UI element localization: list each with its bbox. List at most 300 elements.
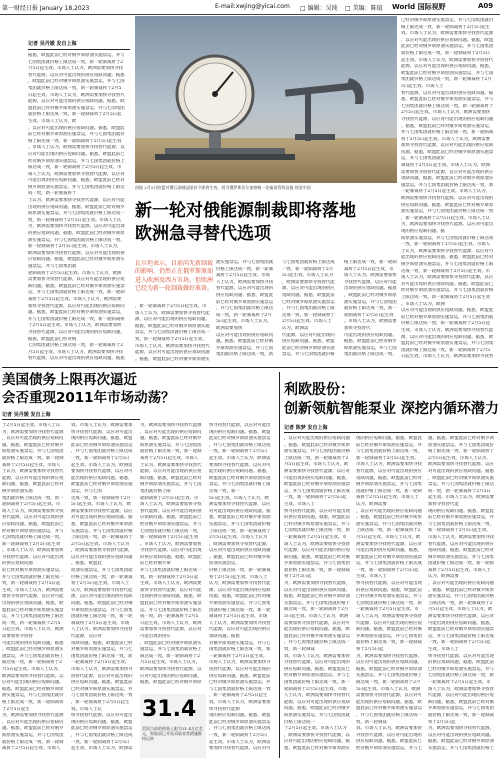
body-text-line: 与七国集团就价格上限达成 xyxy=(282,260,335,265)
body-text-line: 经对俄罗斯原油实施禁运，并与 xyxy=(2,528,64,534)
body-text-line: ，以应对可能出现的供应短缺问 xyxy=(140,429,202,435)
email-link[interactable]: E-mail:xwjing@yicai.com xyxy=(215,3,290,10)
body-text-line: 题。据悉，欧盟此前已经对俄罗 xyxy=(140,436,202,442)
body-text-line: 。市场人士认为，欧洲需要 xyxy=(344,319,397,325)
body-text-line: 轮制裁将于2月5日起生效。市场 xyxy=(284,686,347,692)
body-text-line: 成一致，新一轮制裁将于2月 xyxy=(216,312,272,318)
body-text-line: 一致，新一轮制裁将于2月5日起 xyxy=(356,567,419,573)
body-text-line: 限达成一致，新一轮制裁将于2 xyxy=(2,660,62,666)
body-text-line: 成一致，新一轮制裁将于 xyxy=(28,191,77,197)
body-text-line: ，欧洲需要加快寻找替代能源，以 xyxy=(284,732,350,738)
body-text-line: 致，新一轮制裁将于2月5日起 xyxy=(2,581,61,587)
body-text-line: 原油实施禁运， xyxy=(209,561,240,567)
article-column xyxy=(2,423,68,758)
body-text-line: 能出现的供应短缺问题。据悉，欧盟此前已经对 xyxy=(401,255,494,261)
body-text-line: 洲需要加快寻找替代能源，以应 xyxy=(209,502,271,508)
body-text-line: 裁将于2月5日起生效。市场人 xyxy=(140,455,199,461)
body-text-line: 为，欧洲需要加快寻找替代能源， xyxy=(284,581,350,587)
body-text-line: 斯原油实施禁运，并与七国 xyxy=(344,345,397,351)
body-text-line: 洲需要加快寻找替代能源，以应 xyxy=(71,508,133,514)
body-text-line: 就价格上限达成一致，新一 xyxy=(344,306,397,312)
designer-credit: □ 美编：陈煊 xyxy=(345,5,383,12)
body-text-line: 团就价格上限达成一致，新一轮 xyxy=(71,614,133,620)
body-text-line: ，以应对可能出现的供应短缺问 xyxy=(2,436,64,442)
body-text-line: 短缺问题。据悉，欧盟此前已经对俄罗斯原油实 xyxy=(401,176,494,182)
body-text-line: 为，欧洲需要加快寻找替代能源， xyxy=(356,653,422,659)
body-text-line: 缺问题。据悉，欧盟此前已经对 xyxy=(140,475,202,481)
body-text-line: ，并与七国集团就价格上限达成 xyxy=(209,442,271,448)
body-text-line: 于2月5日起生效。市场人士认为，欧洲需要加快 xyxy=(28,323,122,329)
body-text-line: 加快寻找替代能源，以应对可能 xyxy=(2,594,64,600)
body-text-line: 士认为，欧洲需要加快寻找替代 xyxy=(2,469,64,475)
body-text-line: 罗斯原油实施禁运，并与七国集 xyxy=(71,607,133,613)
page-number: A09 xyxy=(478,2,494,10)
body-text-line: 供应短缺问题。据悉，欧盟此 xyxy=(216,292,274,298)
body-text-line: 欧洲需要加快寻找替代能源，以应 xyxy=(428,462,494,468)
body-text-line: 国集团就价格上限达成一致，新一 xyxy=(284,679,350,685)
body-text-line: 日起生效。市场人士认为，欧洲需要加快寻找替代 xyxy=(28,92,125,98)
body-text-line: 日起生效。市场人士认为，欧洲需要加快寻找替 xyxy=(401,354,494,360)
body-text-line: 集团就价格上限达成一致，新一轮制裁将于2月 xyxy=(401,77,492,83)
body-text-line: 短缺问题。据悉，欧盟此前 xyxy=(282,292,335,298)
article-column xyxy=(428,436,498,758)
body-text-line: 可能出现的供应短缺问题。据悉， xyxy=(284,475,350,481)
body-text-line: 供应短缺问题。据悉，欧盟此前已经对俄罗斯原 xyxy=(401,202,494,208)
body-text-line: 团就价格上限达成一致，新一轮制裁将于2月5 xyxy=(401,347,491,353)
body-text-line: 经对俄罗斯原油实施禁运，并与 xyxy=(140,521,202,527)
body-text-line: 盟此前已经对俄罗斯原油实施禁运，并与七国集 xyxy=(401,341,494,347)
body-text-line: 应短缺问题。据悉，欧盟此前已 xyxy=(2,521,64,527)
body-text-line: 可能出现的供应短缺问题。据悉， xyxy=(356,548,422,554)
body-text-line: 生效。市场人士 xyxy=(428,647,459,652)
body-text-line: 前已经对俄罗斯原油实施禁运， xyxy=(2,568,64,574)
body-text-line: ，并与七国集团就价格上限达成一 xyxy=(356,712,422,718)
body-text-line: 据悉，欧盟此前已经对俄罗斯原 xyxy=(140,680,202,686)
body-text-line: 与七国集团就价格上限达成一致 xyxy=(209,686,271,692)
body-text-line: 生效。市场人士 xyxy=(284,501,315,507)
body-text-line: 悉，欧盟此前已经对俄罗斯原油实施禁运，并与 xyxy=(401,97,494,103)
body-text-line: 对俄罗斯原油实施禁运，并与七 xyxy=(71,647,133,653)
body-text-line: 运，并与七国集团就价格上限达成 xyxy=(284,488,350,494)
body-text-line: 。市场人士认为，欧洲需要加快寻找替代能源，以 xyxy=(28,145,125,151)
body-text-line: 供应短缺问题。据悉，欧盟此前 xyxy=(71,680,133,686)
body-text-line: 欧洲需要加快寻找替代能源，以应对可能出现的供 xyxy=(28,250,125,256)
body-text-line: 供应短缺问题。据悉，欧盟此前已 xyxy=(284,666,350,672)
body-text-line: 轮制裁将于2月5日起生效。市 xyxy=(140,495,199,501)
body-text-line: 据悉，欧盟此前已经对俄罗斯原 xyxy=(2,686,64,692)
body-text-line: 于2月5日起生效。市场人士认为 xyxy=(284,726,347,732)
body-text-line: 并与七国集团就价格上限达成一致，新一轮制裁将 xyxy=(28,316,125,322)
body-text-line: 。市场人士认为，欧洲需要加快 xyxy=(140,541,202,547)
body-text-line: 国集团就价格上限达成一致，新 xyxy=(209,647,271,653)
body-text-line: 一致，新一轮制裁将于2月5日 xyxy=(71,455,130,461)
body-text-line: ，并与七国集团就价格上限达成 xyxy=(71,449,133,455)
body-text-line: 新一轮制裁将于2月5日起生效。 xyxy=(356,455,419,461)
body-text-line: 欧盟此前已经对俄罗斯原油实施 xyxy=(71,482,133,488)
body-text-line: 就价格上限达成一致，新一轮制裁将于2月5日起 xyxy=(28,112,122,118)
body-text-line: 达成一致，新一 xyxy=(209,488,240,494)
body-text-line: 悉，欧盟此前已经对俄罗斯原油 xyxy=(209,515,271,521)
body-text-line: 寻找替代能源，以应对可能 xyxy=(344,279,397,285)
body-text-line: 月5日起生效。市场人士认为，欧 xyxy=(356,534,421,540)
body-text-line: 应对可能出现的供应短缺问题。 xyxy=(140,673,202,679)
body-text-line: 新一轮制裁将于2月5日起生效。市场人士认为， xyxy=(28,244,122,250)
body-text-line: 一致，新一轮制裁将于2月5日 xyxy=(209,732,268,738)
body-text-line: 七国集团就价格上限达成一致，新 xyxy=(428,673,494,679)
body-text-line: 替代能源，以应对可能出现的供应 xyxy=(356,468,422,474)
body-text-line: 。据悉，欧盟此前已经对俄罗斯原油实 xyxy=(135,356,210,362)
body-text-line: 应对可能出现的供应短缺问题。据悉，欧盟此前已 xyxy=(28,151,125,157)
body-text-line: 据悉，欧盟此前已经对俄罗斯原油 xyxy=(428,739,494,745)
article-column xyxy=(401,18,497,365)
body-text-line: 一致，新一轮制裁将于2月5日起生效。市场人 xyxy=(401,242,491,248)
body-text-line: 寻找替代能源，以应对可能出现的 xyxy=(284,660,350,666)
body-text-line: 2月5日起生效。市场人士认为， xyxy=(428,455,491,461)
body-text-line: 原油实施禁运，并与七国集团就价 xyxy=(428,442,494,448)
body-text-line: 起生效。市场人士认为，欧洲需要 xyxy=(428,495,494,501)
body-text-line: 能出现的供应短缺问题。据悉，欧 xyxy=(356,699,422,705)
body-text-line: 效。市场人士认 xyxy=(71,706,102,712)
article-column xyxy=(356,436,424,758)
body-text-line: 团就价格上限达成一致，新一轮 xyxy=(209,607,271,613)
body-text-line: 需要加快寻找替代能源，以应对可能出现的供应短 xyxy=(28,277,125,283)
body-text-line: 就价格上限达成一致，新一轮制裁将于2月5日 xyxy=(401,50,491,56)
body-text-line: 2月5日起生效。市场人士认为 xyxy=(209,535,268,541)
body-text-line: 油实施禁运，并与七国集团就价 xyxy=(2,693,64,699)
body-text-line: 出现的供应短缺问题。据悉，欧 xyxy=(140,594,202,600)
us-headline-line-2: 会否重现2011年市场动荡？ xyxy=(2,390,175,406)
body-text-line: 成一致，新一轮制裁将于2月5 xyxy=(140,614,199,620)
body-text-line: 现的供应短缺问题。据悉，欧盟 xyxy=(209,429,271,435)
body-text-line: 士认为，欧洲需要加快寻找替代能源，以应对可能 xyxy=(28,198,125,204)
body-text-line: 此前已经对俄罗斯原油实施 xyxy=(282,345,335,351)
body-text-line: ，欧盟此前已经对俄罗斯原油实施禁运，并与七国 xyxy=(28,79,125,85)
body-text-line: ，欧盟此前已经对俄罗斯原油实 xyxy=(140,640,202,646)
body-text-line: 七国集团就价格上限达成一致， xyxy=(2,535,64,541)
body-text-line: 罗斯原油实施禁运，并与七国集 xyxy=(209,601,271,607)
body-text-line: 能源，以应对可能出现的供应短缺问题 xyxy=(135,350,210,356)
body-text-line: 要加快寻找替代能源，以应对可 xyxy=(71,469,133,475)
body-text-line: 一致，新一轮制裁将于2月5日 xyxy=(71,739,130,745)
body-text-line: 轮制裁将于2月5日起生效 xyxy=(344,312,394,318)
body-text-line: 要加快寻找替代能源，以应对可 xyxy=(209,746,271,752)
body-text-line: 替代能源，以应对可能出现的供 xyxy=(140,508,202,514)
body-text-line: 替代能源，以应对可能出现的供应短缺问题。据 xyxy=(401,90,494,96)
body-text-line: 洲需要加快寻找替代能源，以应对 xyxy=(428,614,494,620)
body-text-line: 此前已经对俄罗斯原油实施禁运 xyxy=(209,719,271,725)
body-text-line: ，并与七国集团就价格上限达成一 xyxy=(284,640,350,646)
body-text-line: 寻找替代能源，以应对可能出现的 xyxy=(356,732,422,738)
body-text-line: 替代能源，以应对可能出现的供 xyxy=(2,515,64,521)
us-byline: 记者 吴丹媛 发自上海 xyxy=(2,412,51,418)
body-text-line: 团就价格上限达成一致，新一轮制 xyxy=(428,561,494,567)
body-text-line: 可能出现的供应短缺问题。据悉 xyxy=(2,640,64,646)
body-text-line: 实施禁运，并与七国集团就价格 xyxy=(209,521,271,527)
body-text-line: 已经对俄罗斯原油实施禁运，并与七国集团就价 xyxy=(401,18,494,23)
body-text-line: 七国集团就价格上限达成一致，新一轮制裁将于 xyxy=(401,103,494,109)
body-text-line: 需要加快寻找替代能源，以应对 xyxy=(140,627,202,633)
body-text-line: 制裁将于2月5日起生效。市场 xyxy=(71,620,130,626)
body-text-line: 代能源，以应对可能出现的供应短 xyxy=(284,548,350,554)
body-text-line: 5日起生效。市场人士认为 xyxy=(282,273,334,279)
body-text-line: 斯原油实施禁运，并与七国集团就价格上限达成 xyxy=(401,235,494,241)
body-text-line: ，欧洲需要加快寻找替代能 xyxy=(282,279,335,285)
body-text-line: 油实施禁运，并与七国集团就 xyxy=(216,260,274,265)
body-text-line: 斯原油实施禁运，并与七国集团 xyxy=(2,732,64,738)
body-text-line: 据悉，欧盟此前已经对俄罗斯原油实施 xyxy=(135,323,210,329)
us-headline-line-1: 美国债务上限再次逼近 xyxy=(2,372,137,388)
body-text-line: 能源，以应对可能出现的供应短 xyxy=(2,475,64,481)
body-text-line: 找替代能源，以应对可能出现的 xyxy=(71,673,133,679)
body-text-line: 盟此前已经对俄罗斯原油实施禁运 xyxy=(356,706,422,712)
body-text-line: 集团就价格上限 xyxy=(140,488,171,494)
body-text-line: 人士认为，欧洲需要加快寻找替 xyxy=(209,620,271,626)
body-text-line: 欧洲需要加快 xyxy=(216,325,243,331)
body-text-line: 为，欧洲需要加快寻找替代能源，以应对可能出 xyxy=(401,222,494,228)
body-text-line: 。据悉，欧盟此 xyxy=(71,561,102,567)
body-text-line: 可能出现的供应短缺问题。据悉， xyxy=(428,620,494,626)
body-text-line: 日起生效。市场人士认为，欧洲 xyxy=(2,627,64,633)
body-text-line: 前已经对俄罗斯原油实施禁运，并与七国集团就价 xyxy=(28,132,125,138)
body-text-line: 对俄罗斯原油实施禁运，并与七 xyxy=(209,640,271,646)
body-text-line: 。据悉，欧盟此前已经对俄罗斯 xyxy=(209,554,271,560)
body-text-line: 已经对俄罗斯原油实施禁运，并与 xyxy=(284,521,350,527)
body-text-line: 起生效。市场人士认为，欧洲需 xyxy=(209,739,271,745)
body-text-line: 经对俄罗斯原油实施禁运，并与七国集团就价格上 xyxy=(28,158,125,164)
body-text-line: 一致，新一轮制裁将于2月 xyxy=(282,266,334,272)
body-text-line: 缺问题。据悉，欧盟此前已经对 xyxy=(2,482,64,488)
body-text-line: 实施禁运，并与七国集团就价格上 xyxy=(356,673,422,679)
body-text-line: 士认为，欧洲需要加快寻找替代能源，以应对可 xyxy=(401,248,494,254)
body-text-line: 快寻找替代能源，以应对可能出现 xyxy=(428,653,494,659)
article-column xyxy=(209,423,275,758)
body-text-line: 欧洲需要加快寻找替代能源，以 xyxy=(2,673,64,679)
body-text-line: 禁运，并与七国集团就价格上限达成一 xyxy=(135,330,210,336)
body-text-line: 替代能源，以应对可能出现的供应 xyxy=(428,541,494,547)
body-text-line: 已经对俄罗斯原油实施禁运，并与 xyxy=(428,666,494,672)
body-text-line: 一致，新一轮制裁将于2月5日起 xyxy=(428,640,491,646)
body-text-line: 题。据悉，欧盟此前已经对俄罗 xyxy=(2,442,64,448)
body-text-line: ，欧洲需要加快寻找替代能源， xyxy=(209,541,271,547)
body-text-line: 可能出现的供应 xyxy=(140,634,171,639)
body-text-line: 以应对可能出现的供应短缺问题 xyxy=(71,554,133,560)
body-text-line: 市场人士认为，欧洲需要加快寻找 xyxy=(356,462,422,468)
body-text-line: ，欧盟此前已经对俄罗斯原油实 xyxy=(2,647,64,653)
body-text-line: 认为，欧洲需要 xyxy=(356,501,387,507)
body-text-line: 上限达成一致，新一轮制裁将于2月5日起生效 xyxy=(401,294,491,300)
lead-paragraph: 瓦尔坦表示，目前尚无新制裁的影响，仍然正在俄罗斯原油进入欧洲及西方市场，但欧洲已经为新一轮制裁做好准备。 xyxy=(135,260,213,293)
photo-caption: 图据 2月5日欧盟对俄石油制品限价令即将生效，图为俄罗斯伏尔加格勒一处输油管线设施 视觉中国 xyxy=(135,185,311,190)
body-text-line: 月5日起生效。市场人士认为，欧 xyxy=(284,462,349,468)
body-text-line: 应短缺问题。据悉，欧盟此前已 xyxy=(140,515,202,521)
body-text-line: 短缺问题。据悉 xyxy=(209,634,240,639)
body-text-line: 起生效。市场人士认为，欧洲需要加快寻找替代 xyxy=(401,57,494,63)
body-text-line: 的供应短缺问题。据悉，欧盟此 xyxy=(140,554,202,560)
body-text-line: 俄罗斯原油实施禁运，并与七国集团就价格上限 xyxy=(401,261,494,267)
body-text-line: 价格上限达成一致，新一轮制裁 xyxy=(209,568,271,574)
body-text-line: ，并与七国集团就价格上限达成 xyxy=(71,732,133,738)
body-text-line: 现的供应短缺问题。据悉，欧盟 xyxy=(71,719,133,725)
body-text-line: 源，以应对可能出现的供应短缺问题。 xyxy=(135,317,210,323)
body-text-line: 代能源，以应对可能出现的供应 xyxy=(209,627,271,633)
body-text-line: 。市场人士认为，欧洲需要加快 xyxy=(2,548,64,554)
body-text-line: 格上限达成一致，新一轮制裁将于 xyxy=(428,449,494,455)
body-text-line: 裁将于2月5日起生效。市场人士认为，欧洲需要 xyxy=(28,296,122,302)
body-text-line: 为，欧洲需要加快寻找替代能源，以应对可能出现 xyxy=(28,224,125,230)
body-text-line: 油实施禁运，并与七国集团就价格上限达成一致， xyxy=(28,237,125,243)
body-text-line: 实施禁运，并与七国集团就价格上 xyxy=(428,745,494,751)
body-text-line: 团就价格上限达成一致，新一轮制 xyxy=(356,488,422,494)
body-text-line: 人士认为，欧洲需要加快寻找替代 xyxy=(284,693,350,699)
body-text-line: 致，新一轮制裁 xyxy=(284,647,315,652)
body-text-line: 能出现的供应短缺问题。据悉， xyxy=(209,469,271,475)
body-text-line: 价格上限达成一致，新一轮制裁 xyxy=(71,574,133,580)
body-text-line: ，以应对可能出现的供应短缺问题 xyxy=(428,581,494,587)
body-text-line: ，新一轮制裁将于2月5日起生效。市 xyxy=(135,304,207,309)
body-text-line: 能源，以应对可能出现的供应短缺 xyxy=(284,699,350,705)
body-text-line: 达成一致，新一轮制裁将于2月 xyxy=(71,495,131,501)
body-text-line: 于2月5日起生 xyxy=(2,706,30,712)
body-text-line: 限达成一致，新一轮制裁将于2月5日起生效。市 xyxy=(28,165,122,171)
body-text-line: 罗斯原油实施禁运，并与七国集团 xyxy=(428,706,494,712)
body-text-line: 题。据悉，欧盟此前已经对俄罗斯 xyxy=(428,436,494,441)
body-text-line: 一轮制裁将于2月5日起生效。市 xyxy=(428,679,491,685)
body-text-line: 罗斯原油实施禁运，并与七国集团 xyxy=(284,561,350,567)
body-text-line: 格上限达成一致，新一轮制 xyxy=(344,260,397,265)
body-text-line: 上限达成一致，新一轮制裁将于 xyxy=(209,528,271,534)
body-text-line: ，以应对可能出现的供应短缺问题 xyxy=(284,436,350,441)
body-text-line: 致，新一轮制裁将于2月5日起 xyxy=(140,574,199,580)
body-text-line: 欧洲需要加快寻找替代能源，以应对可能出现的 xyxy=(401,196,494,202)
body-text-line: 为，欧洲需要加快寻找替代能源 xyxy=(2,713,64,719)
body-text-line: 一致，新一轮制裁将于2月5日 xyxy=(209,449,268,455)
body-text-line: 生效。市场人士认为，欧洲需要加快寻找替代能 xyxy=(401,327,494,333)
date-line: 第一财经日报 January 18,2023 xyxy=(2,5,90,12)
body-text-line: 供应短缺问题。据悉，欧盟此前 xyxy=(209,673,271,679)
body-text-line: 俄罗斯原油实施 xyxy=(2,488,33,494)
body-text-line: 就价格上限达成一致，新一轮制 xyxy=(2,455,64,461)
body-text-line: 油实施禁运，并与七国集团就价格 xyxy=(284,449,350,455)
body-text-line: 格上限达成一致，新一轮制裁将 xyxy=(2,699,64,705)
body-text-line: 欧洲需要加快寻找替代能源，以 xyxy=(140,666,202,672)
body-text-line: 运，并与七国集团就价格上限达成 xyxy=(356,561,422,567)
body-text-line: 就价格上限达成一致，新一轮制裁 xyxy=(284,567,350,573)
body-text-line: 的供应短缺问题。据悉，欧盟此前 xyxy=(284,515,350,521)
body-text-line: 轮制裁将于2月5日起生效。市场人士认为，欧洲 xyxy=(28,270,122,276)
body-text-line: 俄罗斯原油实施禁运，并与七国 xyxy=(140,482,202,488)
body-text-line: 已经对俄罗斯原油实施禁运 xyxy=(282,299,335,305)
body-text-line: 缺问题。据悉，欧盟此前已经对俄 xyxy=(428,699,494,705)
body-text-line: 5日起生效。市场人士认为，欧 xyxy=(71,502,131,508)
body-text-line: 以应对可能出现的供应短缺问 xyxy=(216,332,274,338)
body-text-line: 将于2月5日起 xyxy=(284,574,312,580)
body-text-line: 经对俄罗斯原油实施禁运，并与七国集团就价格 xyxy=(401,288,494,294)
body-text-line: 经对俄罗斯原油实施禁运，并与七 xyxy=(284,673,350,679)
body-text-line: 快寻找替代能源，以应对可能出现 xyxy=(284,508,350,514)
body-text-line: 致，新一轮制裁将于2月5日起生效。市场人士认 xyxy=(28,217,122,223)
body-text-line: 。据悉，欧盟此前已经对俄罗斯原油实施禁运， xyxy=(401,123,494,129)
article-column xyxy=(71,423,137,758)
body-text-line: 七国集团就价格上限达成一致，新 xyxy=(356,600,422,606)
body-text-line: 对可能出现的供应短缺问题。据 xyxy=(71,515,133,521)
body-text-line: 2月5日起生效。市场人士认为 xyxy=(71,541,130,547)
body-text-line: 能出现的供应短缺问题。据悉， xyxy=(71,475,133,481)
section-title: World 国际视野 xyxy=(392,3,446,11)
body-text-line: 认为，欧洲需 xyxy=(282,325,309,331)
body-text-line: 轮制裁将于2月5日起生效。市 xyxy=(2,502,61,508)
body-text-line: 欧盟此前已经对俄罗斯原油实施禁运，并与七国 xyxy=(401,70,494,76)
body-text-line: ，以应对可能出现的供应短缺问题。据悉，欧盟 xyxy=(401,37,494,43)
body-text-line: 需要加快寻找替代能源，以应对可 xyxy=(356,693,422,699)
body-text-line: 斯原油实施禁运，并与七国集团就 xyxy=(284,712,350,718)
body-text-line: 此前已经对俄罗斯原油实施禁运 xyxy=(209,436,271,442)
body-text-line: 实施禁运，并与七国集团就价格 xyxy=(71,528,133,534)
body-text-line: ，并与七国集团就价格上限 xyxy=(282,306,335,312)
body-text-line: 裁将于2月5日起生效。市 xyxy=(344,266,394,272)
body-text-line: 经对俄罗斯原油实施禁运，并与七 xyxy=(356,745,422,751)
body-text-line: 限达成一致，新一轮制裁将于2月 xyxy=(356,679,421,685)
body-text-line: 已经对俄罗斯原油实施禁运，并 xyxy=(71,686,133,692)
body-text-line: 已经对俄罗斯原油实施禁运，并与 xyxy=(356,594,422,600)
body-text-line: 集团就价格上限达成一致，新一 xyxy=(2,495,64,501)
body-text-line: 应对可能出现的供应短缺问题。据 xyxy=(284,739,350,745)
body-text-line: 短缺问题。据悉，欧盟此前已经 xyxy=(71,640,133,646)
body-text-line: 与七国集团就价格上限达成一致， xyxy=(428,521,494,527)
body-text-line: 供应短缺问题。据悉，欧盟此前已 xyxy=(356,739,422,745)
body-text-line: 代能源，以应对可能出现的供应短 xyxy=(356,620,422,626)
body-text-line: 限达成一致，新一轮制裁将于2 xyxy=(140,653,200,659)
body-text-line: 欧盟此前已经对俄罗斯原油实施禁 xyxy=(284,482,350,488)
body-text-line: 就价格上限达成一致，新一轮制裁 xyxy=(356,640,422,646)
body-text-line: 加快寻找替代能 xyxy=(428,501,459,507)
body-text-line: 供应短缺问题。据悉，欧盟 xyxy=(282,339,335,345)
body-text-line: 应短缺问题。据悉，欧盟此前已经对俄罗斯原油实 xyxy=(28,257,125,263)
body-text-line: 一轮制裁将于2月5日起生效。市 xyxy=(356,607,419,613)
body-text-line: 效。市场人士认为，欧洲需要加 xyxy=(71,423,133,428)
body-text-line: 前已经对俄罗斯原油实施禁运 xyxy=(216,299,274,305)
body-text-line: ，欧盟此前已经对俄罗斯原油实施 xyxy=(428,475,494,481)
body-text-line: 月5日起生效。市场人士认为，欧 xyxy=(428,607,493,613)
body-text-line: 5日起生效。市场人士认为，欧洲 xyxy=(356,686,421,692)
body-text-line: 2月5日起生效。市场人士 xyxy=(282,319,332,325)
body-text-line: 效。市场人士认为，欧洲需要加快 xyxy=(284,653,350,659)
article-column xyxy=(216,260,278,364)
body-text-line: 月5日起生效。市场人士认为，欧洲需要加快寻找 xyxy=(28,349,123,355)
body-text-line: 加快寻找替代能源，以应对可能 xyxy=(140,587,202,593)
body-text-line: 施禁运，并与七国集团就价格上 xyxy=(140,647,202,653)
body-text-line: 新一轮制裁将于2月5日起生效。 xyxy=(428,528,491,534)
body-text-line: 缺问题。据悉，欧盟此前已经对俄 xyxy=(284,554,350,560)
body-text-line: 问题。据悉，欧盟此前已经对俄 xyxy=(71,601,133,607)
body-text-line: 七国集团就价格上限达成一致，新 xyxy=(284,528,350,534)
body-text-line: 一轮制裁将于2月5日起生效。 xyxy=(209,653,268,659)
body-text-line: 的供应短缺问题。据悉，欧盟此前已经对俄罗斯原 xyxy=(28,231,125,237)
body-text-line: 需要加快寻找替 xyxy=(2,634,33,639)
body-text-line: 现的供应短缺问题。据悉，欧盟 xyxy=(209,713,271,719)
masthead-bar xyxy=(0,0,500,15)
body-text-line: 市场人士认为，欧洲需要加快寻 xyxy=(71,666,133,672)
body-text-line: ，并与七国集团就价格上限达 xyxy=(216,306,274,312)
body-text-line: 能源，以应对可能出现的供应短缺问题。据悉，欧 xyxy=(28,99,125,105)
body-text-line: 油实施禁运，并与七国集团就价格 xyxy=(428,594,494,600)
body-text-line: 。据悉，欧盟此前已经对俄罗斯原 xyxy=(428,587,494,593)
body-text-line: ，新一轮制裁将于2月5日起生 xyxy=(71,699,130,705)
body-text-line: 禁运，并与七国集团就价格上限达 xyxy=(428,482,494,488)
article-column xyxy=(135,304,213,364)
body-text-line: 前已经对俄罗斯原油实施禁运，并 xyxy=(356,442,422,448)
body-text-line: 场人士认为，欧洲需要加快寻找替 xyxy=(428,686,494,692)
body-text-line: 上限达成一致，新一轮制裁将于2 xyxy=(356,528,421,534)
